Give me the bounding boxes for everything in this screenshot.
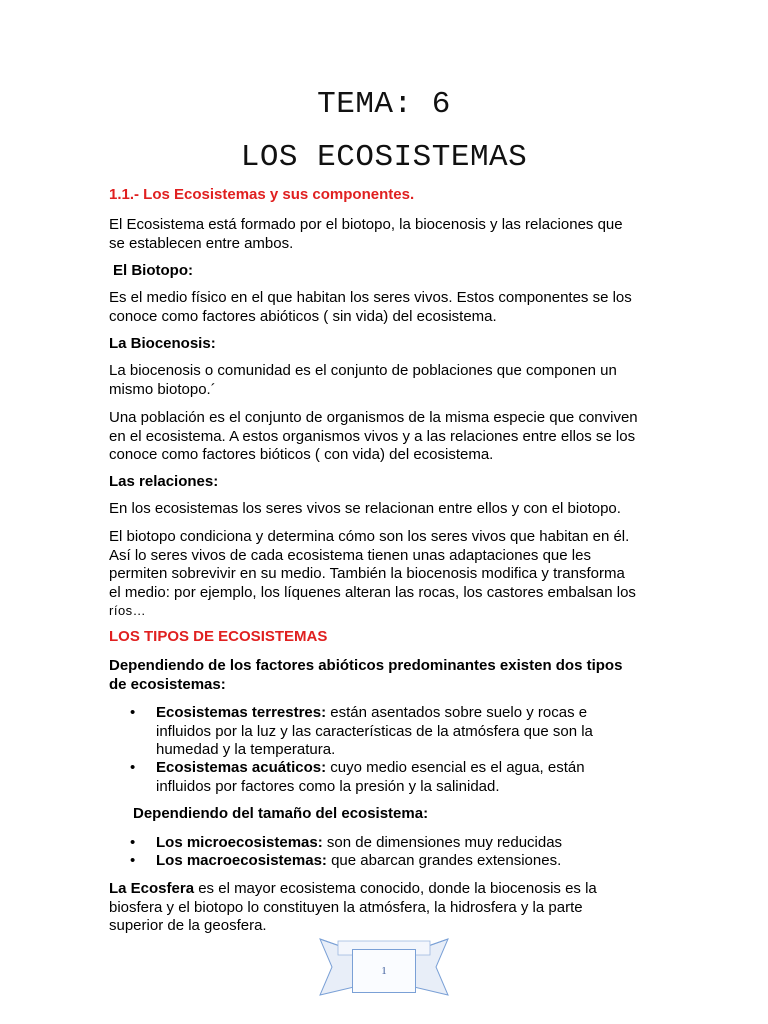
list-item-text <box>156 834 656 853</box>
text-line: influidos por la luz y las características de la atmósfera que son la <box>156 722 593 740</box>
list-item-text <box>156 759 656 796</box>
heading-biocenosis: La Biocenosis: <box>109 335 216 352</box>
text-line: permiten sobrevivir en su medio. También la biocenosis modifica y transforma <box>109 565 625 582</box>
paragraph-biotopo-condiciona <box>109 528 669 621</box>
text-line: influidos por factores como la presión y la salinidad. <box>156 777 500 795</box>
paragraph-biocenosis <box>109 362 669 399</box>
section-heading-tipos: LOS TIPOS DE ECOSISTEMAS <box>109 628 328 645</box>
title-tema: TEMA: 6 <box>317 87 451 122</box>
text-line: Dependiendo de los factores abióticos predominantes existen dos tipos <box>109 657 623 674</box>
text-line: el medio: por ejemplo, los líquenes alteran las rocas, los castores embalsan los <box>109 583 636 601</box>
text-line: son de dimensiones muy reducidas <box>322 834 563 851</box>
text-line: Así lo seres vivos de cada ecosistema tienen unas adaptaciones que les <box>109 546 591 564</box>
list-item-text <box>156 704 656 760</box>
text-line: superior de la geosfera. <box>109 917 267 934</box>
heading-biotopo: El Biotopo: <box>113 262 193 279</box>
text-line: se establecen entre ambos. <box>109 234 294 252</box>
text-line: en el ecosistema. A estos organismos vivos y a las relaciones entre ellos se los <box>109 427 636 445</box>
bullet-icon: • <box>130 834 136 851</box>
list-item-term: Ecosistemas acuáticos: <box>156 759 327 776</box>
list-item-term: Ecosistemas terrestres: <box>156 704 327 721</box>
text-line: cuyo medio esencial es el agua, están <box>326 759 585 776</box>
paragraph-ecosfera <box>109 880 669 936</box>
text-line: Es el medio físico en el que habitan los seres vivos. Estos componentes se los <box>109 289 632 306</box>
text-line: que abarcan grandes extensiones. <box>326 852 562 869</box>
list-item <box>130 834 650 853</box>
paragraph-intro <box>109 216 669 253</box>
text-line: Una población es el conjunto de organismos de la misma especie que conviven <box>109 409 638 426</box>
text-line: El biotopo condiciona y determina cómo son los seres vivos que habitan en él. <box>109 528 630 545</box>
bullet-icon: • <box>130 704 136 721</box>
ecosfera-term: La Ecosfera <box>109 880 195 897</box>
bullet-icon: • <box>130 759 136 776</box>
text-line: conoce como factores abióticos ( sin vida) del ecosistema. <box>109 307 497 325</box>
paragraph-biotopo <box>109 289 669 326</box>
text-line: biosfera y el biotopo lo constituyen la atmósfera, la hidrosfera y la parte <box>109 898 583 916</box>
title-ecosistemas: LOS ECOSISTEMAS <box>240 140 528 175</box>
text-line: es el mayor ecosistema conocido, donde la biocenosis es la <box>194 880 597 897</box>
text-line: ríos… <box>109 603 147 618</box>
text-line: La biocenosis o comunidad es el conjunto de poblaciones que componen un <box>109 362 617 379</box>
section-heading-componentes: 1.1.- Los Ecosistemas y sus componentes. <box>109 186 415 203</box>
paragraph-poblacion <box>109 409 669 465</box>
list-item <box>130 852 650 871</box>
list-item-term: Los microecosistemas: <box>156 834 323 851</box>
text-line: El Ecosistema está formado por el biotopo, la biocenosis y las relaciones que <box>109 216 623 233</box>
list-item-text <box>156 852 656 871</box>
text-line: conoce como factores bióticos ( con vida) del ecosistema. <box>109 446 494 463</box>
paragraph-abioticos <box>109 657 669 694</box>
heading-tamano: Dependiendo del tamaño del ecosistema: <box>133 805 429 822</box>
list-item <box>130 704 650 760</box>
page-number: 1 <box>352 949 416 993</box>
paragraph-relaciones: En los ecosistemas los seres vivos se relacionan entre ellos y con el biotopo. <box>109 500 621 517</box>
heading-relaciones: Las relaciones: <box>109 473 219 490</box>
text-line: mismo biotopo.´ <box>109 380 216 398</box>
text-line: de ecosistemas: <box>109 675 226 693</box>
text-line: están asentados sobre suelo y rocas e <box>326 704 588 721</box>
text-line: humedad y la temperatura. <box>156 741 336 758</box>
list-item-term: Los macroecosistemas: <box>156 852 327 869</box>
list-item <box>130 759 650 797</box>
bullet-icon: • <box>130 852 136 869</box>
